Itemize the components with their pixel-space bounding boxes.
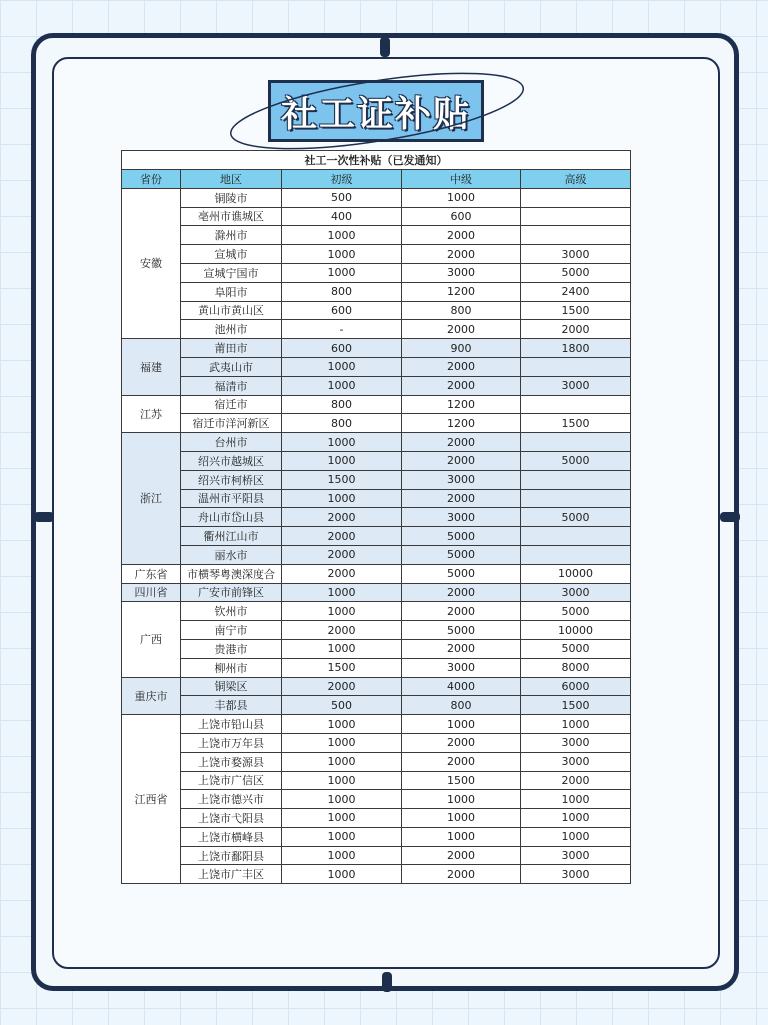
table-row	[122, 564, 631, 583]
intermediate-cell: 4000	[402, 677, 521, 696]
table-caption: 社工一次性补贴（已发通知）	[122, 151, 631, 170]
region-cell: 亳州市谯城区	[181, 207, 282, 226]
senior-cell	[521, 207, 631, 226]
junior-cell: 1000	[282, 245, 402, 264]
junior-cell: 2000	[282, 508, 402, 527]
province-cell: 安徽	[122, 188, 181, 338]
subsidy-table	[121, 150, 631, 884]
senior-cell: 3000	[521, 245, 631, 264]
region-cell: 池州市	[181, 320, 282, 339]
intermediate-cell: 2000	[402, 752, 521, 771]
junior-cell: 800	[282, 395, 402, 414]
junior-cell: 500	[282, 188, 402, 207]
junior-cell: 2000	[282, 527, 402, 546]
table-row	[122, 733, 631, 752]
region-cell: 市横琴粤澳深度合	[181, 564, 282, 583]
region-cell: 宿迁市	[181, 395, 282, 414]
region-cell: 宣城市	[181, 245, 282, 264]
region-cell: 上饶市鄱阳县	[181, 846, 282, 865]
frame-notch-left	[34, 512, 54, 522]
senior-cell	[521, 395, 631, 414]
junior-cell: 1000	[282, 752, 402, 771]
column-header: 省份	[122, 170, 181, 189]
table-row	[122, 245, 631, 264]
intermediate-cell: 1000	[402, 790, 521, 809]
junior-cell: 600	[282, 339, 402, 358]
table-header-row	[122, 170, 631, 189]
senior-cell: 1500	[521, 414, 631, 433]
intermediate-cell: 3000	[402, 658, 521, 677]
intermediate-cell: 2000	[402, 320, 521, 339]
junior-cell: 1000	[282, 827, 402, 846]
junior-cell: 800	[282, 282, 402, 301]
junior-cell: 600	[282, 301, 402, 320]
intermediate-cell: 3000	[402, 263, 521, 282]
region-cell: 阜阳市	[181, 282, 282, 301]
table-row	[122, 226, 631, 245]
intermediate-cell: 3000	[402, 508, 521, 527]
intermediate-cell: 2000	[402, 433, 521, 452]
table-row	[122, 395, 631, 414]
intermediate-cell: 2000	[402, 639, 521, 658]
province-cell: 江苏	[122, 395, 181, 433]
intermediate-cell: 1000	[402, 809, 521, 828]
intermediate-cell: 900	[402, 339, 521, 358]
province-cell: 广西	[122, 602, 181, 677]
senior-cell: 2400	[521, 282, 631, 301]
junior-cell: 1000	[282, 733, 402, 752]
region-cell: 台州市	[181, 433, 282, 452]
intermediate-cell: 800	[402, 696, 521, 715]
page-title: 社工证补贴	[280, 93, 471, 135]
table-row	[122, 339, 631, 358]
senior-cell: 3000	[521, 733, 631, 752]
province-cell: 四川省	[122, 583, 181, 602]
table-row	[122, 489, 631, 508]
senior-cell: 1000	[521, 827, 631, 846]
intermediate-cell: 3000	[402, 470, 521, 489]
region-cell: 上饶市广丰区	[181, 865, 282, 884]
junior-cell: 1000	[282, 771, 402, 790]
province-cell: 重庆市	[122, 677, 181, 715]
table-row	[122, 376, 631, 395]
province-cell: 浙江	[122, 433, 181, 565]
table-row	[122, 320, 631, 339]
table-row	[122, 715, 631, 734]
frame-notch-bottom	[382, 972, 392, 992]
table-row	[122, 771, 631, 790]
table-row	[122, 527, 631, 546]
senior-cell: 3000	[521, 752, 631, 771]
region-cell: 丽水市	[181, 545, 282, 564]
junior-cell: 1000	[282, 451, 402, 470]
intermediate-cell: 2000	[402, 245, 521, 264]
region-cell: 温州市平阳县	[181, 489, 282, 508]
senior-cell: 10000	[521, 564, 631, 583]
table-row	[122, 752, 631, 771]
region-cell: 绍兴市越城区	[181, 451, 282, 470]
junior-cell: 1000	[282, 263, 402, 282]
region-cell: 上饶市弋阳县	[181, 809, 282, 828]
region-cell: 宿迁市洋河新区	[181, 414, 282, 433]
region-cell: 钦州市	[181, 602, 282, 621]
senior-cell: 5000	[521, 602, 631, 621]
junior-cell: 1000	[282, 226, 402, 245]
senior-cell: 5000	[521, 263, 631, 282]
junior-cell: 1000	[282, 790, 402, 809]
intermediate-cell: 1200	[402, 282, 521, 301]
frame-notch-right	[720, 512, 740, 522]
junior-cell: 2000	[282, 545, 402, 564]
region-cell: 上饶市横峰县	[181, 827, 282, 846]
table-row	[122, 827, 631, 846]
title-ellipse-decoration	[222, 66, 532, 156]
region-cell: 莆田市	[181, 339, 282, 358]
intermediate-cell: 1500	[402, 771, 521, 790]
table-row	[122, 414, 631, 433]
column-header: 中级	[402, 170, 521, 189]
senior-cell: 8000	[521, 658, 631, 677]
table-row	[122, 433, 631, 452]
region-cell: 柳州市	[181, 658, 282, 677]
intermediate-cell: 2000	[402, 602, 521, 621]
region-cell: 舟山市岱山县	[181, 508, 282, 527]
senior-cell: 1000	[521, 809, 631, 828]
senior-cell: 3000	[521, 376, 631, 395]
intermediate-cell: 2000	[402, 489, 521, 508]
region-cell: 上饶市广信区	[181, 771, 282, 790]
region-cell: 丰都县	[181, 696, 282, 715]
table-row	[122, 846, 631, 865]
table-row	[122, 602, 631, 621]
junior-cell: 1000	[282, 639, 402, 658]
region-cell: 铜梁区	[181, 677, 282, 696]
column-header: 地区	[181, 170, 282, 189]
table-row	[122, 658, 631, 677]
table-row	[122, 301, 631, 320]
intermediate-cell: 1200	[402, 395, 521, 414]
table-row	[122, 508, 631, 527]
region-cell: 上饶市万年县	[181, 733, 282, 752]
table-row	[122, 696, 631, 715]
intermediate-cell: 2000	[402, 451, 521, 470]
intermediate-cell: 600	[402, 207, 521, 226]
table-row	[122, 188, 631, 207]
region-cell: 福清市	[181, 376, 282, 395]
senior-cell: 1000	[521, 715, 631, 734]
table-row	[122, 621, 631, 640]
junior-cell: 1000	[282, 865, 402, 884]
region-cell: 铜陵市	[181, 188, 282, 207]
table-row	[122, 357, 631, 376]
region-cell: 宣城宁国市	[181, 263, 282, 282]
senior-cell: 2000	[521, 320, 631, 339]
senior-cell: 2000	[521, 771, 631, 790]
province-cell: 广东省	[122, 564, 181, 583]
subsidy-table-container	[121, 150, 630, 884]
table-row	[122, 207, 631, 226]
column-header: 高级	[521, 170, 631, 189]
region-cell: 黄山市黄山区	[181, 301, 282, 320]
junior-cell: 400	[282, 207, 402, 226]
table-row	[122, 263, 631, 282]
senior-cell	[521, 357, 631, 376]
junior-cell: 800	[282, 414, 402, 433]
senior-cell	[521, 489, 631, 508]
junior-cell: 1000	[282, 602, 402, 621]
senior-cell: 5000	[521, 639, 631, 658]
senior-cell	[521, 545, 631, 564]
junior-cell: 1000	[282, 583, 402, 602]
senior-cell: 3000	[521, 846, 631, 865]
region-cell: 武夷山市	[181, 357, 282, 376]
junior-cell: 1000	[282, 809, 402, 828]
table-row	[122, 583, 631, 602]
table-row	[122, 865, 631, 884]
senior-cell	[521, 188, 631, 207]
junior-cell: 2000	[282, 564, 402, 583]
senior-cell: 1000	[521, 790, 631, 809]
region-cell: 上饶市铅山县	[181, 715, 282, 734]
junior-cell: 1500	[282, 658, 402, 677]
region-cell: 南宁市	[181, 621, 282, 640]
senior-cell: 5000	[521, 451, 631, 470]
intermediate-cell: 800	[402, 301, 521, 320]
table-row	[122, 790, 631, 809]
table-row	[122, 677, 631, 696]
junior-cell: 1000	[282, 715, 402, 734]
table-row	[122, 470, 631, 489]
senior-cell: 3000	[521, 583, 631, 602]
region-cell: 上饶市婺源县	[181, 752, 282, 771]
junior-cell: 1500	[282, 470, 402, 489]
intermediate-cell: 1000	[402, 188, 521, 207]
region-cell: 衢州江山市	[181, 527, 282, 546]
senior-cell: 1500	[521, 301, 631, 320]
senior-cell: 5000	[521, 508, 631, 527]
junior-cell: 1000	[282, 357, 402, 376]
intermediate-cell: 2000	[402, 583, 521, 602]
senior-cell	[521, 470, 631, 489]
junior-cell: 1000	[282, 489, 402, 508]
province-cell: 江西省	[122, 715, 181, 884]
junior-cell: 1000	[282, 376, 402, 395]
intermediate-cell: 5000	[402, 564, 521, 583]
senior-cell: 6000	[521, 677, 631, 696]
senior-cell: 1800	[521, 339, 631, 358]
region-cell: 贵港市	[181, 639, 282, 658]
intermediate-cell: 5000	[402, 621, 521, 640]
intermediate-cell: 5000	[402, 545, 521, 564]
intermediate-cell: 1000	[402, 715, 521, 734]
intermediate-cell: 1200	[402, 414, 521, 433]
region-cell: 广安市前锋区	[181, 583, 282, 602]
senior-cell	[521, 226, 631, 245]
table-row	[122, 451, 631, 470]
intermediate-cell: 5000	[402, 527, 521, 546]
junior-cell: 1000	[282, 433, 402, 452]
intermediate-cell: 2000	[402, 865, 521, 884]
intermediate-cell: 2000	[402, 226, 521, 245]
region-cell: 滁州市	[181, 226, 282, 245]
column-header: 初级	[282, 170, 402, 189]
intermediate-cell: 2000	[402, 846, 521, 865]
intermediate-cell: 2000	[402, 733, 521, 752]
senior-cell	[521, 527, 631, 546]
junior-cell: 1000	[282, 846, 402, 865]
junior-cell: 2000	[282, 621, 402, 640]
table-row	[122, 545, 631, 564]
junior-cell: 2000	[282, 677, 402, 696]
senior-cell: 3000	[521, 865, 631, 884]
table-caption-row	[122, 151, 631, 170]
region-cell: 绍兴市柯桥区	[181, 470, 282, 489]
intermediate-cell: 1000	[402, 827, 521, 846]
table-row	[122, 639, 631, 658]
intermediate-cell: 2000	[402, 357, 521, 376]
junior-cell: 500	[282, 696, 402, 715]
table-row	[122, 282, 631, 301]
frame-notch-top	[380, 37, 390, 57]
region-cell: 上饶市德兴市	[181, 790, 282, 809]
province-cell: 福建	[122, 339, 181, 395]
junior-cell: -	[282, 320, 402, 339]
senior-cell	[521, 433, 631, 452]
intermediate-cell: 2000	[402, 376, 521, 395]
senior-cell: 10000	[521, 621, 631, 640]
table-row	[122, 809, 631, 828]
senior-cell: 1500	[521, 696, 631, 715]
